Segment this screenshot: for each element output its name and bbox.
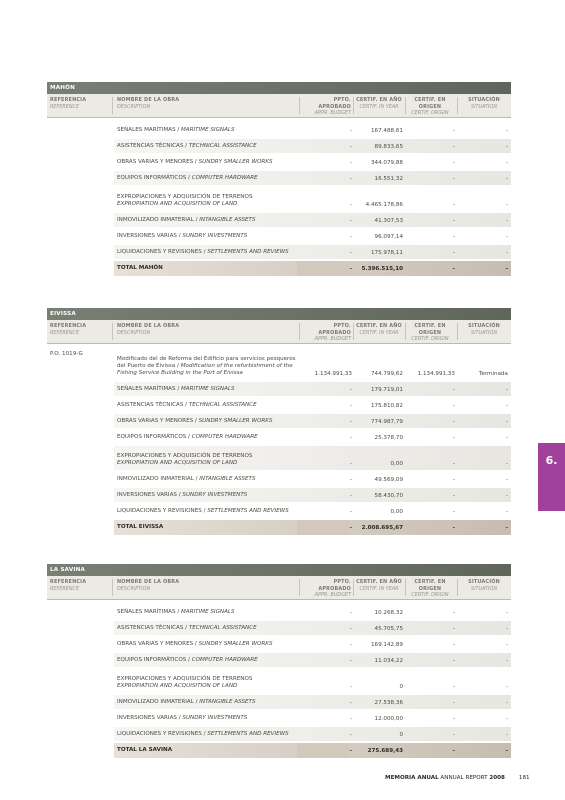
table-cell: - xyxy=(505,525,508,531)
table-cell: - xyxy=(505,658,508,664)
table-cell: 89.833,65 xyxy=(374,144,403,150)
total-row xyxy=(47,742,511,758)
section-mahon xyxy=(47,82,511,276)
table-cell: - xyxy=(505,461,508,467)
table-row xyxy=(47,445,511,471)
col-cert-en: CERTIF. IN YEAR xyxy=(359,103,399,110)
table-cell: EXPROPIACIONES Y ADQUISICIÓN DE TERRENOS EXPROPIATION AND ACQUISITION OF LAND xyxy=(117,676,253,689)
table-cell: - xyxy=(505,266,508,272)
table-cell: - xyxy=(349,403,352,409)
table-cell: INVERSIONES VARIAS / SUNDRY INVESTMENTS xyxy=(117,492,248,498)
table-cell: 744.799,62 xyxy=(370,371,403,377)
col-cert-es: CERTIF. EN AÑO xyxy=(356,97,402,103)
table-cell: 175.810,82 xyxy=(370,403,403,409)
table-cell: - xyxy=(349,160,352,166)
table-cell: - xyxy=(452,700,455,706)
table-cell: TOTAL LA SAVINA xyxy=(117,747,173,753)
table-cell: TOTAL MAHÓN xyxy=(117,265,163,271)
table-cell: SEÑALES MARÍTIMAS / MARITIME SIGNALS xyxy=(117,609,235,615)
table-cell: - xyxy=(452,748,455,754)
chapter-tab[interactable]: 6. xyxy=(538,443,565,511)
table-cell: - xyxy=(349,218,352,224)
table-cell: 0,00 xyxy=(390,461,403,467)
table-cell: - xyxy=(452,218,455,224)
table-cell: - xyxy=(349,144,352,150)
table-cell: 275.689,43 xyxy=(367,748,403,754)
col-orig-es: CERTIF. EN ORIGEN xyxy=(414,97,446,110)
footer-normal: ANNUAL REPORT xyxy=(438,775,490,781)
table-row xyxy=(47,154,511,170)
table-cell: 2.008.695,67 xyxy=(361,525,403,531)
table-row xyxy=(47,186,511,212)
table-cell: - xyxy=(505,218,508,224)
col-sit-en: SITUATION xyxy=(470,103,498,110)
table-cell: - xyxy=(505,144,508,150)
table-cell: 0,00 xyxy=(390,509,403,515)
table-row xyxy=(47,170,511,186)
table-row xyxy=(47,429,511,445)
table-cell: - xyxy=(349,176,352,182)
table-cell: - xyxy=(452,435,455,441)
table-cell: 774.987,79 xyxy=(370,419,403,425)
total-row xyxy=(47,260,511,276)
col-obra-en: DESCRIPTION xyxy=(117,103,151,110)
table-row xyxy=(47,503,511,519)
table-cell: - xyxy=(505,202,508,208)
table-cell: - xyxy=(452,250,455,256)
table-cell: SEÑALES MARÍTIMAS / MARITIME SIGNALS xyxy=(117,386,235,392)
table-cell: - xyxy=(349,525,352,531)
table-cell: - xyxy=(505,700,508,706)
page-number: 181 xyxy=(518,775,530,781)
table-cell: - xyxy=(452,493,455,499)
table-cell: - xyxy=(349,419,352,425)
section-la-savina xyxy=(47,564,511,758)
table-cell: Modificado del de Reforma del Edificio para servicios pesqueros del Puerto de Eivissa / Modification of the refurbishment of the Fishing Service Building in the Port of Eivissa xyxy=(117,356,296,376)
table-cell: - xyxy=(349,716,352,722)
table-cell: - xyxy=(505,234,508,240)
table-row xyxy=(47,726,511,742)
table-cell: - xyxy=(349,202,352,208)
table-cell: 96.097,14 xyxy=(374,234,403,240)
table-cell: TOTAL EIVISSA xyxy=(117,524,164,530)
table-cell: - xyxy=(349,732,352,738)
table-row xyxy=(47,413,511,429)
table-cell: 11.034,22 xyxy=(374,658,403,664)
table-row xyxy=(47,694,511,710)
table-cell: - xyxy=(505,610,508,616)
table-cell: - xyxy=(349,642,352,648)
table-cell: - xyxy=(505,509,508,515)
table-cell: 5.396.515,10 xyxy=(361,266,403,272)
table-cell: INMOVILIZADO INMATERIAL / INTANGIBLE ASSETS xyxy=(117,476,256,482)
table-cell: - xyxy=(349,461,352,467)
table-cell: LIQUIDACIONES Y REVISIONES / SETTLEMENTS AND REVIEWS xyxy=(117,731,289,737)
table-cell: - xyxy=(349,658,352,664)
table-header: REFERENCIA REFERENCE NOMBRE DE LA OBRA DESCRIPTION PPTO. APROBADO APPR. BUDGET CERTIF. EN AÑO CERTIF. IN YEAR CERTIF. EN ORIGEN CERTIF. ORIGIN SITUACIÓN SITUATION xyxy=(47,576,511,600)
table-row xyxy=(47,397,511,413)
table-cell: 49.569,09 xyxy=(374,477,403,483)
table-row xyxy=(47,636,511,652)
table-cell: OBRAS VARIAS Y MENORES / SUNDRY SMALLER WORKS xyxy=(117,641,273,647)
ref-code: P.O. 1019-G xyxy=(50,351,83,357)
table-cell: SEÑALES MARÍTIMAS / MARITIME SIGNALS xyxy=(117,127,235,133)
table-cell: - xyxy=(452,202,455,208)
table-cell: INMOVILIZADO INMATERIAL / INTANGIBLE ASSETS xyxy=(117,699,256,705)
table-cell: - xyxy=(349,493,352,499)
footer-bold: MEMORIA ANUAL xyxy=(385,775,439,781)
table-header: REFERENCIA REFERENCE NOMBRE DE LA OBRA DESCRIPTION PPTO. APROBADO APPR. BUDGET CERTIF. EN AÑO CERTIF. IN YEAR CERTIF. EN ORIGEN CERTIF. ORIGIN SITUACIÓN SITUATION xyxy=(47,320,511,344)
table-cell: - xyxy=(349,128,352,134)
table-cell: - xyxy=(452,403,455,409)
table-cell: Terminada xyxy=(478,371,508,377)
table-cell: ASISTENCIAS TÉCNICAS / TECHNICAL ASSISTANCE xyxy=(117,143,257,149)
table-cell: 25.378,70 xyxy=(374,435,403,441)
table-cell: - xyxy=(505,684,508,690)
table-cell: - xyxy=(452,477,455,483)
table-cell: - xyxy=(452,509,455,515)
col-ppto-es: PPTO. APROBADO xyxy=(318,97,351,110)
table-cell: 1.134.991,33 xyxy=(314,371,352,377)
table-cell: INVERSIONES VARIAS / SUNDRY INVESTMENTS xyxy=(117,715,248,721)
table-cell: EQUIPOS INFORMÁTICOS / COMPUTER HARDWARE xyxy=(117,175,258,181)
table-cell: 0 xyxy=(399,684,403,690)
table-cell: - xyxy=(452,176,455,182)
col-ref-en: REFERENCE xyxy=(50,103,80,110)
table-row xyxy=(47,604,511,620)
table-cell: 16.551,32 xyxy=(374,176,403,182)
table-cell: - xyxy=(505,419,508,425)
table-cell: - xyxy=(349,509,352,515)
table-cell: - xyxy=(349,435,352,441)
table-cell: INMOVILIZADO INMATERIAL / INTANGIBLE ASSETS xyxy=(117,217,256,223)
section-title: EIVISSA xyxy=(47,308,511,320)
table-cell: - xyxy=(349,610,352,616)
table-cell: - xyxy=(452,160,455,166)
table-cell: - xyxy=(505,176,508,182)
table-cell: - xyxy=(505,128,508,134)
table-cell: - xyxy=(452,626,455,632)
table-cell: - xyxy=(505,477,508,483)
table-row xyxy=(47,212,511,228)
table-cell: - xyxy=(505,493,508,499)
table-cell: INVERSIONES VARIAS / SUNDRY INVESTMENTS xyxy=(117,233,248,239)
table-cell: 45.705,75 xyxy=(374,626,403,632)
table-cell: EXPROPIACIONES Y ADQUISICIÓN DE TERRENOS EXPROPIATION AND ACQUISITION OF LAND xyxy=(117,453,253,466)
table-cell: - xyxy=(505,732,508,738)
table-cell: - xyxy=(452,387,455,393)
section-eivissa xyxy=(47,308,511,535)
table-cell: - xyxy=(349,250,352,256)
table-cell: EQUIPOS INFORMÁTICOS / COMPUTER HARDWARE xyxy=(117,434,258,440)
table-cell: - xyxy=(452,525,455,531)
table-cell: - xyxy=(505,250,508,256)
table-cell: LIQUIDACIONES Y REVISIONES / SETTLEMENTS AND REVIEWS xyxy=(117,249,289,255)
table-cell: 0 xyxy=(399,732,403,738)
table-cell: - xyxy=(452,642,455,648)
table-cell: - xyxy=(452,144,455,150)
table-cell: 12.000,00 xyxy=(374,716,403,722)
table-row xyxy=(47,652,511,668)
table-cell: - xyxy=(452,266,455,272)
table-row xyxy=(47,228,511,244)
table-header xyxy=(47,94,511,118)
table-cell: - xyxy=(349,684,352,690)
total-row xyxy=(47,519,511,535)
table-cell: - xyxy=(452,234,455,240)
table-cell: ASISTENCIAS TÉCNICAS / TECHNICAL ASSISTANCE xyxy=(117,625,257,631)
col-ppto-en: APPR. BUDGET xyxy=(314,110,351,116)
table-cell: - xyxy=(505,716,508,722)
footer-year: 2008 xyxy=(489,775,505,781)
table-cell: 179.719,01 xyxy=(370,387,403,393)
table-row xyxy=(47,620,511,636)
table-cell: - xyxy=(349,266,352,272)
table-cell: 4.465.178,86 xyxy=(365,202,403,208)
table-cell: - xyxy=(349,700,352,706)
table-cell: 175.978,11 xyxy=(370,250,403,256)
table-cell: - xyxy=(349,477,352,483)
table-cell: 27.538,36 xyxy=(374,700,403,706)
table-cell: - xyxy=(452,610,455,616)
table-cell: 167.488,61 xyxy=(370,128,403,134)
table-cell: - xyxy=(505,160,508,166)
col-obra-es: NOMBRE DE LA OBRA xyxy=(117,97,180,103)
table-cell: - xyxy=(452,658,455,664)
table-cell: - xyxy=(452,684,455,690)
table-row xyxy=(47,471,511,487)
table-cell: - xyxy=(505,748,508,754)
table-cell: OBRAS VARIAS Y MENORES / SUNDRY SMALLER WORKS xyxy=(117,159,273,165)
table-cell: 10.268,32 xyxy=(374,610,403,616)
table-row xyxy=(47,138,511,154)
table-row xyxy=(47,348,511,381)
table-cell: - xyxy=(505,403,508,409)
table-cell: - xyxy=(452,128,455,134)
col-sit-es: SITUACIÓN xyxy=(468,97,500,103)
table-cell: - xyxy=(452,419,455,425)
table-cell: - xyxy=(349,387,352,393)
table-row xyxy=(47,381,511,397)
table-cell: - xyxy=(349,234,352,240)
table-row xyxy=(47,710,511,726)
section-title: MAHÓN xyxy=(47,82,511,94)
table-cell: - xyxy=(452,716,455,722)
table-cell: 1.134.991,33 xyxy=(417,371,455,377)
table-cell: EQUIPOS INFORMÁTICOS / COMPUTER HARDWARE xyxy=(117,657,258,663)
table-cell: - xyxy=(452,732,455,738)
col-orig-en: CERTIF. ORIGIN xyxy=(411,110,449,116)
section-title: LA SAVINA xyxy=(47,564,511,576)
table-row xyxy=(47,122,511,138)
table-row xyxy=(47,668,511,694)
table-cell: 169.142,89 xyxy=(370,642,403,648)
table-cell: 41.307,53 xyxy=(374,218,403,224)
table-cell: EXPROPIACIONES Y ADQUISICIÓN DE TERRENOS EXPROPIATION AND ACQUISITION OF LAND xyxy=(117,194,253,207)
table-cell: 344.079,88 xyxy=(370,160,403,166)
table-row xyxy=(47,244,511,260)
table-cell: OBRAS VARIAS Y MENORES / SUNDRY SMALLER WORKS xyxy=(117,418,273,424)
table-row xyxy=(47,487,511,503)
table-cell: - xyxy=(505,435,508,441)
page-footer xyxy=(385,775,530,781)
col-ref-es: REFERENCIA xyxy=(50,97,87,103)
table-cell: 58.430,70 xyxy=(374,493,403,499)
table-cell: - xyxy=(452,461,455,467)
table-cell: - xyxy=(349,626,352,632)
table-cell: - xyxy=(505,626,508,632)
table-cell: - xyxy=(505,387,508,393)
table-cell: - xyxy=(349,748,352,754)
table-cell: - xyxy=(505,642,508,648)
table-cell: ASISTENCIAS TÉCNICAS / TECHNICAL ASSISTANCE xyxy=(117,402,257,408)
table-cell: LIQUIDACIONES Y REVISIONES / SETTLEMENTS AND REVIEWS xyxy=(117,508,289,514)
